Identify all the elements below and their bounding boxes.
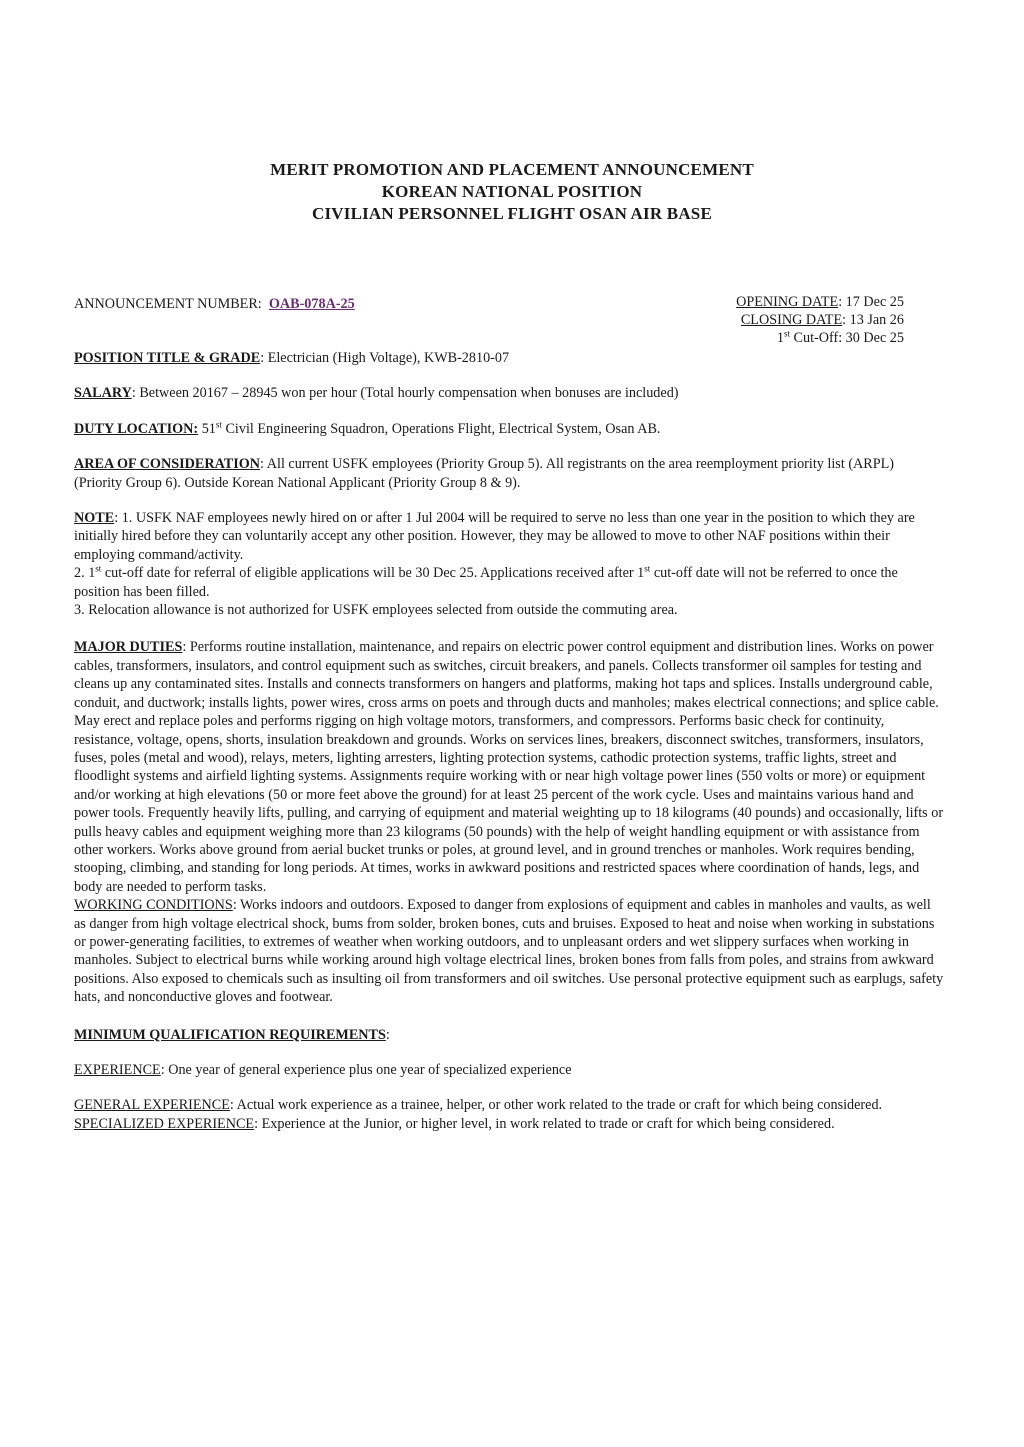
note-label: NOTE	[74, 510, 115, 527]
note-item-1: NOTE: 1. USFK NAF employees newly hired on or after 1 Jul 2004 will be required to serve no less than one year in the position to which they are initially hired before they can voluntarily accept any other position. However, they may be allowed to move to other NAF positions within their employing command/activity.	[74, 510, 915, 563]
major-duties-label: MAJOR DUTIES	[74, 639, 183, 656]
mqr-label: MINIMUM QUALIFICATION REQUIREMENTS	[74, 1026, 386, 1043]
specialized-experience-label: SPECIALIZED EXPERIENCE	[74, 1115, 255, 1132]
specialized-experience-value: : Experience at the Junior, or higher level, in work related to trade or craft for which being considered.	[254, 1115, 835, 1132]
position-title-grade	[74, 349, 944, 367]
general-experience-label: GENERAL EXPERIENCE	[74, 1097, 230, 1114]
closing-date-label: CLOSING DATE	[740, 312, 843, 328]
cutoff-date: 1st Cut-Off: 30 Dec 25	[776, 328, 904, 346]
note-item-2: 2. 1st cut-off date for referral of eligible applications will be 30 Dec 25. Applications received after 1st cut-off date will not be referred to once the position has been filled.	[74, 563, 898, 600]
header-line-1: MERIT PROMOTION AND PLACEMENT ANNOUNCEMENT	[270, 160, 754, 179]
announcement-row	[74, 293, 944, 349]
note-item-3: 3. Relocation allowance is not authorized for USFK employees selected from outside the commuting area.	[74, 602, 678, 619]
announcement-number: OAB-078A-25	[268, 296, 355, 312]
area-label: AREA OF CONSIDERATION	[74, 456, 261, 473]
major-duties	[74, 638, 944, 896]
announcement-number-label: ANNOUNCEMENT NUMBER:	[74, 296, 262, 312]
opening-date-label: OPENING DATE	[736, 294, 839, 310]
salary-label: SALARY	[74, 385, 132, 402]
opening-date	[736, 293, 904, 311]
working-conditions-value: : Works indoors and outdoors. Exposed to danger from explosions of equipment and cables in manholes and vaults, as well as danger from high voltage electrical shock, bums from solder, broken bones, cuts and bruises. Exposed to heat and noise when working in substations or power-generating facilities, to extremes of weather when working outdoors, and to unpleasant orders and wet slippery surfaces when working in manholes. Subject to electrical burns while working around high voltage electrical lines, broken bones from falls from poles, and strains from awkward positions. Also exposed to chemicals such as insulting oil from transformers and oil switches. Use personal protective equipment such as earplugs, safety hats, and nonconductive gloves and footwear.	[74, 897, 944, 1006]
header-line-3: CIVILIAN PERSONNEL FLIGHT OSAN AIR BASE	[311, 204, 712, 223]
experience-label: EXPERIENCE	[74, 1062, 161, 1078]
document-body	[74, 293, 944, 1133]
position-title-label: POSITION TITLE & GRADE	[74, 350, 261, 366]
experience	[74, 1061, 944, 1079]
major-duties-value: : Performs routine installation, maintenance, and repairs on electric power control equipment and distribution lines. Works on power cables, transformers, insulators, and control equipment such as switches, circuit breakers, and panels. Collects transformer oil samples for testing and cleans up any contaminated sites. Installs and connects transformers on hangers and platforms, making hot taps and splices. Installs underground cable, conduit, and ductwork; installs lights, power wires, cross arms on poets and through ducts and manholes; makes electrical connections; and splice cable. May erect and replace poles and performs rigging on high voltage motors, transformers, and compressors. Performs basic check for continuity, resistance, voltage, opens, shorts, insulation breakdown and grounds. Works on services lines, breakers, disconnect switches, transformers, insulators, fuses, poles (metal and wood), relays, meters, lighting arresters, lighting protection systems, cathodic protection systems, traffic lights, street and floodlight systems and airfield lighting systems. Assignments require working with or near high voltage power lines (550 volts or more) or equipment and/or working at high elevations (50 or more feet above the ground) for at least 25 percent of the work cycle. Uses and maintains various hand and power tools. Frequently heavily lifts, pulling, and carrying of equipment and material weighting up to 18 kilograms (40 pounds) and occasionally, lifts or pulls heavy cables and equipment weighing more than 23 kilograms (50 pounds) with the help of weight handling equipment or with assistance from other workers. Works above ground from aerial bucket trunks or poles, at ground level, and in ground trenches or manholes. Work requires bending, stooping, climbing, and standing for long periods. At times, works in awkward positions and restricted spaces where coordination of hands, legs, and body are needed to perform tasks.	[74, 639, 944, 895]
area-of-consideration	[74, 455, 944, 492]
duty-location: DUTY LOCATION: 51st Civil Engineering Squadron, Operations Flight, Electrical System, Osan AB.	[74, 419, 661, 437]
dates-block	[736, 293, 904, 347]
duty-location-label: DUTY LOCATION:	[74, 420, 199, 437]
note-section	[74, 509, 944, 619]
area-value: : All current USFK employees (Priority Group 5). All registrants on the area reemployment priority list (ARPL) (Priority Group 6). Outside Korean National Applicant (Priority Group 8 & 9).	[74, 456, 895, 491]
document-header	[0, 159, 1024, 225]
experience-value: : One year of general experience plus one year of specialized experience	[160, 1062, 572, 1078]
closing-date	[736, 311, 904, 329]
salary-value: : Between 20167 – 28945 won per hour (Total hourly compensation when bonuses are included)	[131, 385, 679, 402]
closing-date-value: : 13 Jan 26	[842, 312, 904, 328]
specialized-experience	[74, 1115, 944, 1133]
salary	[74, 384, 944, 402]
working-conditions	[74, 896, 944, 1006]
duties-section	[74, 638, 944, 1006]
opening-date-value: : 17 Dec 25	[838, 294, 904, 310]
minimum-qualification-requirements: MINIMUM QUALIFICATION REQUIREMENTS:	[74, 1026, 390, 1043]
announcement-number-block	[74, 295, 355, 313]
working-conditions-label: WORKING CONDITIONS	[74, 897, 233, 914]
position-title-value: : Electrician (High Voltage), KWB-2810-07	[260, 350, 510, 366]
general-experience	[74, 1096, 944, 1114]
header-line-2: KOREAN NATIONAL POSITION	[381, 182, 643, 201]
general-experience-value: : Actual work experience as a trainee, helper, or other work related to the trade or craft for which being considered.	[229, 1097, 883, 1114]
